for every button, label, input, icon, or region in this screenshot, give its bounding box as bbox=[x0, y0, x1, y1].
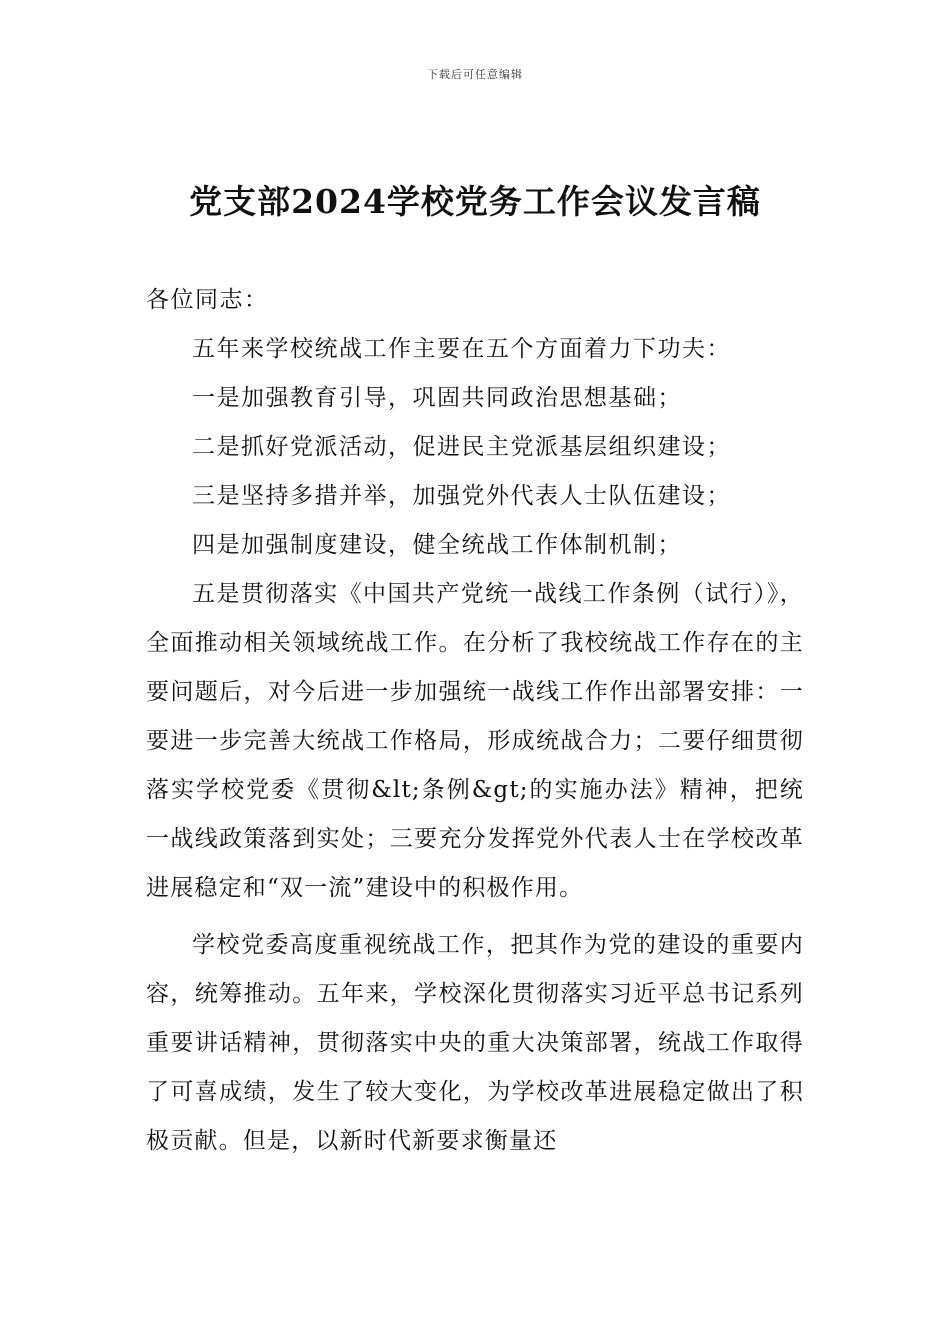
header-note: 下载后可任意编辑 bbox=[427, 68, 523, 81]
document-title: 党支部2024学校党务工作会议发言稿 bbox=[189, 182, 761, 221]
paragraph-item-4: 四是加强制度建设，健全统战工作体制机制； bbox=[192, 532, 682, 558]
paragraph-item-5: 五是贯彻落实《中国共产党统一战线工作条例（试行）》，全面推动相关领域统战工作。在分析了我校统战工作存在的主要问题后，对今后进一步加强统一战线工作作出部署安排：一要进一步完善大统战工作格局，形成统战合力；二要仔细贯彻落实学校党委《贯彻&lt;条例&gt;的实施办法》精神，把统一战线政策落到实处；三要充分发挥党外代表人士在学校改革进展稳定和“双一流”建设中的积极作用。 bbox=[146, 581, 804, 901]
document-body bbox=[146, 276, 804, 1166]
paragraph-item-1: 一是加强教育引导，巩固共同政治思想基础； bbox=[192, 385, 682, 411]
paragraph-item-2: 二是抓好党派活动，促进民主党派基层组织建设； bbox=[192, 434, 731, 460]
salutation: 各位同志： bbox=[146, 287, 269, 313]
paragraph-2: 学校党委高度重视统战工作，把其作为党的建设的重要内容，统筹推动。五年来，学校深化贯彻落实习近平总书记系列重要讲话精神，贯彻落实中央的重大决策部署，统战工作取得了可喜成绩，发生了较大变化，为学校改革进展稳定做出了积极贡献。但是，以新时代新要求衡量还 bbox=[146, 932, 804, 1154]
paragraph-intro: 五年来学校统战工作主要在五个方面着力下功夫： bbox=[192, 336, 731, 362]
paragraph-item-3: 三是坚持多措并举，加强党外代表人士队伍建设； bbox=[192, 483, 731, 509]
